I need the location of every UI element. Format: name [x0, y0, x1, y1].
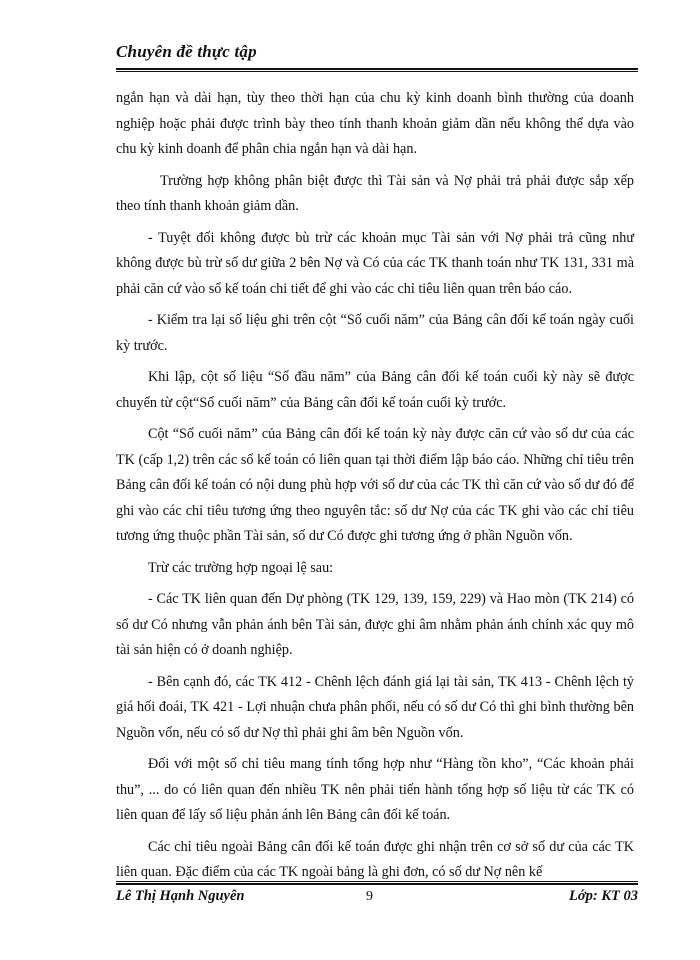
paragraph: ngắn hạn và dài hạn, tùy theo thời hạn của chu kỳ kinh doanh bình thường của doanh nghiệp hoặc phải được trình bày theo tính thanh khoản giảm dần nếu không thể dựa vào chu kỳ kinh doanh để phân chia ngắn hạn và dài hạn. — [116, 90, 634, 157]
paragraph: Khi lập, cột số liệu “Số đầu năm” của Bảng cân đối kế toán cuối kỳ này sẽ được chuyển từ cột“Số cuối năm” của Bảng cân đối kế toán cuối kỳ trước. — [116, 369, 634, 411]
paragraph: Trừ các trường hợp ngoại lệ sau: — [148, 559, 334, 576]
page-header-title: Chuyên đề thực tập — [116, 42, 257, 61]
paragraph: - Các TK liên quan đến Dự phòng (TK 129, 139, 159, 229) và Hao mòn (TK 214) có số dư Có nhưng vẫn phản ánh bên Tài sản, được ghi âm nhằm phản ánh chính xác quy mô tài sản hiện có ở doanh nghiệp. — [116, 591, 634, 658]
page-number: 9 — [366, 889, 373, 904]
footer-class-label: Lớp: KT 03 — [569, 888, 638, 904]
document-body — [116, 86, 634, 892]
header-divider — [116, 68, 638, 72]
paragraph: Cột “Số cuối năm” của Bảng cân đối kế toán kỳ này được căn cứ vào số dư của các TK (cấp 1,2) trên các sổ kế toán có liên quan tại thời điểm lập báo cáo. Những chỉ tiêu trên Bảng cân đối kế toán có nội dung phù hợp với số dư của các TK thì căn cứ vào số dư đó để ghi vào các chỉ tiêu tương ứng theo nguyên tắc: số dư Nợ của các TK ghi vào các chỉ tiêu tương ứng thuộc phần Tài sản, số dư Có được ghi tương ứng ở phần Nguồn vốn. — [116, 426, 634, 544]
paragraph: - Kiểm tra lại số liệu ghi trên cột “Số cuối năm” của Bảng cân đối kế toán ngày cuối kỳ trước. — [116, 312, 634, 354]
paragraph: Các chỉ tiêu ngoài Bảng cân đối kế toán được ghi nhận trên cơ sở số dư của các TK liên quan. Đặc điểm của các TK ngoài bảng là ghi đơn, có số dư Nợ nên kế — [116, 838, 634, 880]
paragraph: Đối với một số chỉ tiêu mang tính tổng hợp như “Hàng tồn kho”, “Các khoản phải thu”, ... do có liên quan đến nhiều TK nên phải tiến hành tổng hợp số liệu từ các TK có liên quan để lấy số liệu phản ánh lên Bảng cân đối kế toán. — [116, 756, 634, 823]
paragraph: - Bên cạnh đó, các TK 412 - Chênh lệch đánh giá lại tài sản, TK 413 - Chênh lệch tỷ giá hối đoái, TK 421 - Lợi nhuận chưa phân phối, nếu có số dư Có thì ghi bình thường bên Nguồn vốn, nếu có số dư Nợ thì phải ghi âm bên Nguồn vốn. — [116, 673, 634, 741]
footer-author: Lê Thị Hạnh Nguyên — [116, 888, 245, 904]
paragraph: - Tuyệt đối không được bù trừ các khoản mục Tài sản với Nợ phải trả cũng như không được bù trừ số dư giữa 2 bên Nợ và Có của các TK thanh toán như TK 131, 331 mà phải căn cứ vào sổ kế toán chi tiết để ghi vào các chỉ tiêu liên quan trên báo cáo. — [116, 229, 634, 297]
paragraph: Trường hợp không phân biệt được thì Tài sản và Nợ phải trả phải được sắp xếp theo tính thanh khoản giảm dần. — [116, 172, 634, 214]
footer-divider — [116, 881, 638, 885]
